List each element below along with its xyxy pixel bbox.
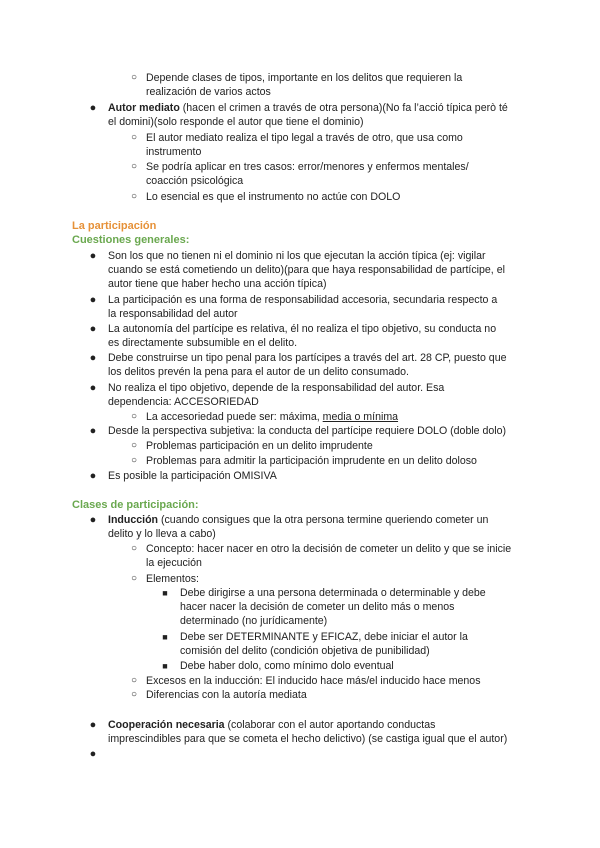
list-item-cooperacion (108, 718, 435, 732)
text-line: Debe dirigirse a una persona determinada o determinable y debe (180, 587, 486, 599)
text-line: comisión del delito (condición objetiva de punibilidad) (180, 645, 430, 657)
circle-bullet-icon: ○ (130, 573, 138, 584)
text-line: instrumento (146, 146, 202, 158)
circle-bullet-icon: ○ (130, 132, 138, 143)
text-line: delito y lo lleva a cabo) (108, 528, 216, 540)
text-line: la responsabilidad del autor (108, 308, 238, 320)
text-line: Debe haber dolo, como mínimo dolo eventual (180, 660, 394, 672)
disc-bullet-icon: ● (89, 250, 97, 262)
disc-bullet-icon: ● (89, 352, 97, 364)
circle-bullet-icon: ○ (130, 411, 138, 422)
circle-bullet-icon: ○ (130, 440, 138, 451)
circle-bullet-icon: ○ (130, 191, 138, 202)
text-line: dependencia: ACCESORIEDAD (108, 396, 259, 408)
circle-bullet-icon: ○ (130, 455, 138, 466)
text-line: No realiza el tipo objetivo, depende de la responsabilidad del autor. Esa (108, 382, 445, 394)
text-line: coacción psicológica (146, 175, 244, 187)
text-line: (hacen el crimen a través de otra persona)(No fa l’acció típica però té (179, 102, 508, 114)
text-line: Debe construirse un tipo penal para los partícipes a través del art. 28 CP, puesto que (108, 352, 507, 364)
text-line: Desde la perspectiva subjetiva: la conducta del partícipe requiere DOLO (doble dolo) (108, 425, 507, 437)
text-line: La autonomía del partícipe es relativa, él no realiza el tipo objetivo, su conducta no (108, 323, 497, 335)
text-line: La participación es una forma de responsabilidad accesoria, secundaria respecto a (108, 294, 498, 306)
text-line: es directamente subsumible en el delito. (108, 337, 298, 349)
text-line: hacer nacer la decisión de cometer un delito más o menos (180, 601, 455, 613)
term-induccion: Inducción (108, 514, 159, 526)
text-line: Problemas participación en un delito imprudente (146, 440, 373, 452)
term-cooperacion-necesaria: Cooperación necesaria (108, 719, 225, 731)
circle-bullet-icon: ○ (130, 72, 138, 83)
circle-bullet-icon: ○ (130, 543, 138, 554)
text-line: Diferencias con la autoría mediata (146, 689, 307, 701)
underlined-text: media o mínima (322, 411, 399, 423)
text-line: la ejecución (146, 557, 202, 569)
circle-bullet-icon: ○ (130, 675, 138, 686)
section-title-clases: Clases de participación: (72, 499, 199, 511)
text-line: Se podría aplicar en tres casos: error/menores y enfermos mentales/ (146, 161, 469, 173)
text-line: cuando se está cometiendo un delito)(para que haya responsabilidad de partícipe, el (108, 264, 505, 276)
text-line: Son los que no tienen ni el dominio ni los que ejecutan la acción típica (ej: vigilar (108, 250, 486, 262)
text-line: los delitos prevén la pena para el autor de un delito consumado. (108, 366, 409, 378)
list-item-autor-mediato (108, 101, 508, 115)
disc-bullet-icon: ● (89, 470, 97, 482)
list-item-induccion (108, 513, 488, 527)
square-bullet-icon: ■ (162, 632, 168, 642)
text-line: Depende clases de tipos, importante en los delitos que requieren la (146, 72, 463, 84)
text-line: el domini)(solo responde el autor que tiene el dominio) (108, 116, 364, 128)
text-line: realización de varios actos (146, 86, 271, 98)
disc-bullet-icon: ● (89, 514, 97, 526)
disc-bullet-icon: ● (89, 294, 97, 306)
text-line: (colaborar con el autor aportando conductas (224, 719, 436, 731)
section-subtitle-cuestiones: Cuestiones generales: (72, 234, 190, 246)
text-line: Debe ser DETERMINANTE y EFICAZ, debe iniciar el autor la (180, 631, 468, 643)
text-line: Concepto: hacer nacer en otro la decisión de cometer un delito y que se inicie (146, 543, 512, 555)
disc-bullet-icon: ● (89, 102, 97, 114)
text-line: determinado (no jurídicamente) (180, 615, 328, 627)
text-line: autor tiene que haber hecho una acción típica) (108, 278, 327, 290)
section-title-participacion: La participación (72, 220, 157, 232)
text-line: Problemas para admitir la participación imprudente en un delito doloso (146, 455, 477, 467)
disc-bullet-icon: ● (89, 719, 97, 731)
disc-bullet-icon: ● (89, 323, 97, 335)
circle-bullet-icon: ○ (130, 161, 138, 172)
text-line: Es posible la participación OMISIVA (108, 470, 277, 482)
list-item-accesoriedad (146, 410, 398, 424)
text-line: imprescindibles para que se cometa el hecho delictivo) (se castiga igual que el autor) (108, 733, 508, 745)
circle-bullet-icon: ○ (130, 689, 138, 700)
disc-bullet-icon: ● (89, 748, 97, 760)
square-bullet-icon: ■ (162, 588, 168, 598)
text-line: Lo esencial es que el instrumento no actúe con DOLO (146, 191, 401, 203)
text-line: Excesos en la inducción: El inducido hace más/el inducido hace menos (146, 675, 481, 687)
disc-bullet-icon: ● (89, 382, 97, 394)
disc-bullet-icon: ● (89, 425, 97, 437)
text-line: Elementos: (146, 573, 199, 585)
square-bullet-icon: ■ (162, 661, 168, 671)
term-autor-mediato: Autor mediato (108, 102, 180, 114)
text-line: El autor mediato realiza el tipo legal a través de otro, que usa como (146, 132, 463, 144)
text-line: (cuando consigues que la otra persona termine queriendo cometer un (158, 514, 489, 526)
text-line: La accesoriedad puede ser: máxima, (146, 411, 323, 423)
